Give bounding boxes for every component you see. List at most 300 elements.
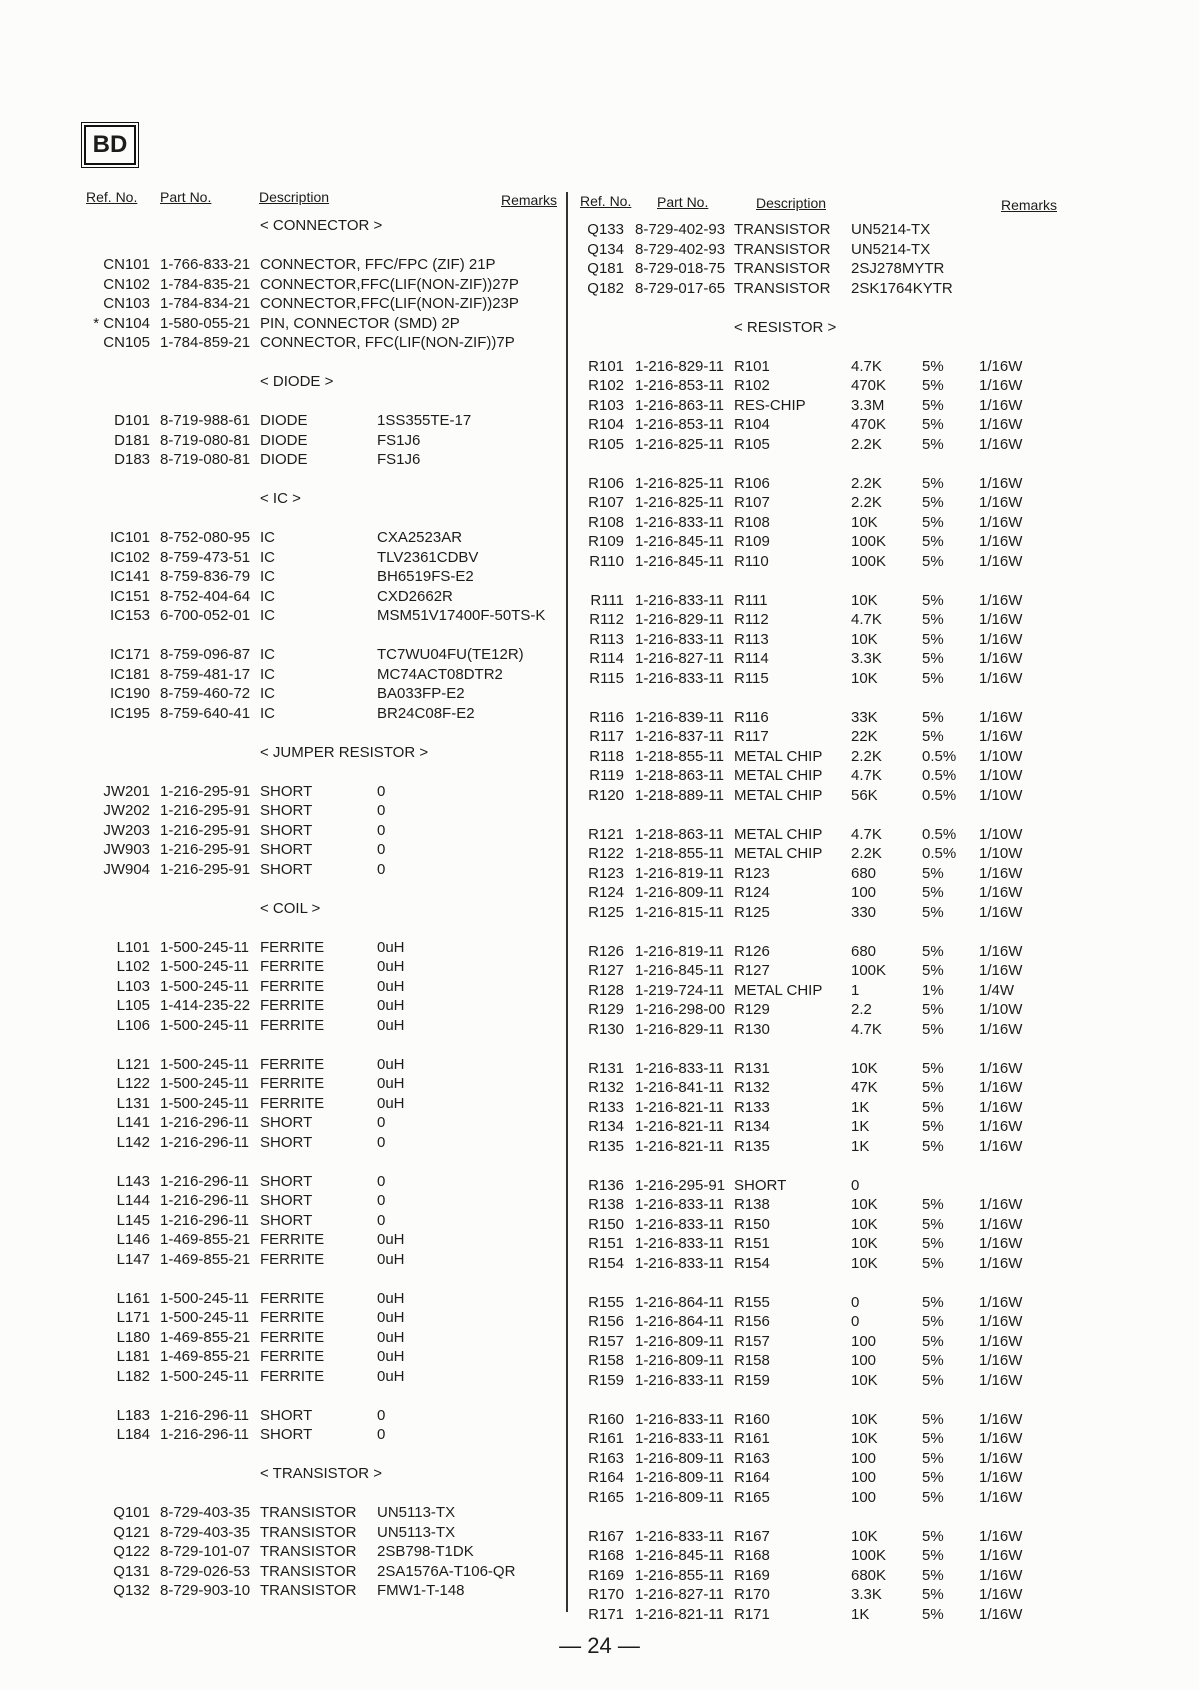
description: IC	[260, 568, 275, 585]
value: 1K	[851, 1098, 870, 1116]
part-row	[577, 552, 1039, 572]
description: R101	[734, 357, 770, 375]
part-no: 1-216-809-11	[635, 1449, 724, 1467]
ref-no: R127	[588, 962, 624, 979]
power: 1/16W	[979, 1527, 1023, 1545]
ref-no: R157	[588, 1332, 624, 1350]
ref-no: D101	[114, 412, 150, 429]
tolerance: 5%	[922, 1488, 944, 1506]
header-ref-left: Ref. No.	[86, 189, 138, 205]
power: 1/16W	[979, 630, 1023, 648]
power: 1/16W	[979, 1196, 1023, 1213]
value: 1	[851, 981, 860, 999]
part-row	[577, 1546, 1039, 1566]
power	[979, 279, 1039, 299]
ref-no: JW904	[103, 860, 150, 878]
description: FERRITE	[260, 1016, 325, 1034]
description: R108	[734, 513, 770, 531]
part-no: 1-216-296-11	[160, 1172, 249, 1190]
description: R133	[734, 1098, 770, 1116]
part-no: 1-216-295-91	[160, 821, 251, 839]
power: 1/16W	[979, 1449, 1023, 1467]
description: R135	[734, 1137, 770, 1155]
power: 1/16W	[979, 708, 1023, 726]
part-row	[85, 606, 546, 626]
part-no: 1-216-845-11	[635, 1547, 724, 1564]
part-no: 1-216-864-11	[635, 1293, 724, 1311]
part-no: 8-759-640-41	[160, 704, 251, 722]
part-no: 6-700-052-01	[160, 607, 251, 624]
power: 1/16W	[979, 396, 1023, 414]
description: IC	[260, 607, 275, 624]
ref-no: R154	[588, 1254, 624, 1272]
description: CONNECTOR, FFC(LIF(NON-ZIF))7P	[260, 334, 515, 351]
value: 0uH	[377, 1348, 405, 1365]
description: DIODE	[260, 451, 308, 468]
part-no: 1-216-809-11	[635, 1488, 724, 1506]
description: RES-CHIP	[734, 396, 806, 414]
description: R123	[734, 864, 770, 882]
part-row	[85, 1230, 517, 1250]
power: 1/16W	[979, 884, 1023, 901]
tolerance: 5%	[922, 1137, 944, 1155]
parts-list-right	[577, 220, 1039, 1624]
tolerance: 5%	[922, 1352, 944, 1369]
part-no: 1-500-245-11	[160, 1367, 249, 1385]
part-row	[577, 1195, 1039, 1215]
part-no: 1-469-855-21	[160, 1250, 251, 1268]
value: 0	[851, 1293, 860, 1311]
ref-no: L142	[116, 1133, 150, 1151]
part-row	[577, 1351, 1039, 1371]
part-no: 1-216-829-11	[635, 611, 724, 628]
part-no: 8-729-101-07	[160, 1543, 251, 1560]
part-row	[577, 415, 1039, 435]
value: 0	[377, 802, 386, 819]
ref-no: R102	[588, 377, 624, 394]
value: 0uH	[377, 1309, 405, 1326]
part-no: 8-719-988-61	[160, 412, 251, 429]
ref-no: Q121	[113, 1523, 150, 1541]
part-no: 1-216-833-11	[635, 1254, 724, 1272]
part-row	[577, 727, 1039, 747]
description: R160	[734, 1410, 770, 1428]
tolerance: 0.5%	[922, 767, 957, 784]
spacer	[85, 1445, 517, 1465]
tolerance: 5%	[922, 1293, 944, 1311]
ref-no: Q134	[587, 240, 624, 258]
power: 1/16W	[979, 1079, 1023, 1096]
tolerance: 5%	[922, 708, 944, 726]
part-row	[577, 747, 1039, 767]
section-heading: < JUMPER RESISTOR >	[260, 743, 429, 761]
part-no: 1-216-819-11	[635, 864, 724, 882]
value: 330	[851, 903, 877, 921]
spacer	[85, 762, 517, 782]
ref-no: R165	[588, 1488, 624, 1506]
value: 3.3K	[851, 650, 882, 667]
spacer	[85, 723, 517, 743]
value: 4.7K	[851, 357, 882, 375]
ref-no: R159	[588, 1371, 624, 1389]
description: FERRITE	[260, 1094, 325, 1112]
part-row	[85, 294, 517, 314]
ref-no: CN102	[103, 275, 150, 293]
part-no: 1-216-295-91	[635, 1176, 726, 1194]
value: 10K	[851, 669, 878, 687]
ref-no: R164	[588, 1469, 624, 1486]
power: 1/16W	[979, 728, 1023, 745]
ref-no: R131	[588, 1059, 624, 1077]
page-number: — 24 —	[559, 1633, 640, 1658]
description: METAL CHIP	[734, 825, 823, 843]
description: R129	[734, 1001, 770, 1018]
part-row	[577, 1410, 1039, 1430]
part-row	[577, 279, 1039, 299]
part-no: 8-729-403-35	[160, 1504, 251, 1521]
part-row	[85, 411, 517, 431]
spacer	[85, 392, 517, 412]
value: 0uH	[377, 1055, 405, 1073]
value: 100K	[851, 1547, 887, 1564]
ref-no: R161	[588, 1430, 624, 1447]
power: 1/10W	[979, 1001, 1023, 1018]
ref-no: IC195	[109, 704, 150, 722]
power: 1/16W	[979, 1118, 1023, 1135]
part-row	[577, 786, 1039, 806]
description: FERRITE	[260, 1309, 325, 1326]
part-row	[85, 431, 517, 451]
description: TRANSISTOR	[260, 1504, 357, 1521]
part-no: 1-216-833-11	[635, 669, 724, 687]
value: 4.7K	[851, 611, 882, 628]
part-no: 1-216-833-11	[635, 1430, 724, 1447]
part-no: 1-469-855-21	[160, 1328, 251, 1346]
value: 2.2K	[851, 747, 882, 765]
ref-no: R106	[588, 474, 624, 492]
ref-no: Q181	[587, 260, 624, 277]
power: 1/10W	[979, 845, 1023, 862]
part-no: 1-784-835-21	[160, 275, 251, 293]
part-no: 8-729-402-93	[635, 240, 726, 258]
spacer	[85, 1152, 517, 1172]
part-no: 1-766-833-21	[160, 256, 251, 273]
description: R134	[734, 1118, 770, 1135]
ref-no: R125	[588, 903, 624, 921]
power: 1/10W	[979, 825, 1023, 843]
tolerance: 5%	[922, 903, 944, 921]
tolerance: 5%	[922, 1079, 944, 1096]
part-no: 8-759-836-79	[160, 568, 251, 585]
ref-no: R124	[588, 884, 624, 901]
ref-no: R138	[588, 1196, 624, 1213]
power: 1/16W	[979, 1586, 1023, 1603]
power: 1/16W	[979, 962, 1023, 979]
value: 470K	[851, 416, 887, 433]
value: 2SK1764KYTR	[851, 279, 953, 297]
tolerance: 5%	[922, 884, 944, 901]
value: 3.3M	[851, 396, 885, 414]
value: 1K	[851, 1605, 870, 1623]
part-row	[577, 240, 1039, 260]
value: 100	[851, 1449, 877, 1467]
ref-no: Q133	[587, 221, 624, 238]
ref-no: R114	[589, 650, 624, 667]
ref-no: L147	[116, 1250, 150, 1268]
part-row	[577, 844, 1039, 864]
value: 10K	[851, 1527, 878, 1545]
part-row	[85, 645, 524, 665]
tolerance: 5%	[922, 1605, 944, 1623]
spacer	[85, 626, 517, 646]
description: R115	[734, 669, 769, 687]
value: 4.7K	[851, 825, 882, 843]
value: 0uH	[377, 1016, 405, 1034]
ref-no: JW203	[103, 821, 150, 839]
spacer	[85, 1269, 517, 1289]
part-no: 1-216-833-11	[635, 1235, 724, 1252]
value: 0uH	[377, 977, 405, 995]
part-no: 1-216-829-11	[635, 357, 724, 375]
part-row	[577, 1468, 1039, 1488]
description: R130	[734, 1020, 770, 1038]
description: IC	[260, 704, 275, 722]
tolerance: 5%	[922, 1586, 944, 1603]
value: 10K	[851, 1430, 878, 1447]
value: 2.2	[851, 1001, 872, 1018]
description: R126	[734, 942, 770, 960]
part-no: 1-216-296-11	[160, 1133, 249, 1151]
spacer	[85, 1035, 517, 1055]
part-no: 1-500-245-11	[160, 938, 249, 956]
value: 0	[377, 1172, 386, 1190]
header-desc-left: Description	[259, 189, 330, 205]
value: 4.7K	[851, 1020, 882, 1038]
part-no: 1-500-245-11	[160, 977, 249, 995]
part-row	[577, 1488, 1039, 1508]
spacer	[577, 298, 1039, 318]
power	[979, 220, 1039, 240]
description: FERRITE	[260, 958, 325, 975]
description: TRANSISTOR	[260, 1543, 357, 1560]
value: 10K	[851, 1196, 878, 1213]
ref-no: R108	[588, 513, 624, 531]
spacer	[577, 571, 1039, 591]
part-row	[577, 1254, 1039, 1274]
power: 1/16W	[979, 1469, 1023, 1486]
value: 0	[377, 1211, 386, 1229]
part-row	[85, 665, 517, 685]
part-row	[577, 981, 1039, 1001]
value: 0uH	[377, 997, 405, 1014]
part-row	[577, 591, 1039, 611]
power: 1/16W	[979, 1410, 1023, 1428]
ref-no: IC153	[109, 607, 150, 624]
part-no: 1-216-839-11	[635, 708, 724, 726]
part-row	[577, 513, 1039, 533]
part-row	[577, 1215, 1039, 1235]
ref-no: JW903	[103, 841, 150, 858]
part-row	[85, 977, 517, 997]
part-no: 1-216-833-11	[635, 513, 724, 531]
description: CONNECTOR,FFC(LIF(NON-ZIF))23P	[260, 295, 519, 312]
tolerance: 5%	[922, 1547, 944, 1564]
ref-no: JW201	[103, 782, 150, 800]
section-heading: < CONNECTOR >	[260, 217, 383, 234]
part-row	[85, 314, 517, 334]
value: 0	[377, 841, 386, 858]
tolerance: 5%	[922, 1001, 944, 1018]
value: 100	[851, 1488, 877, 1506]
part-no: 1-500-245-11	[160, 1016, 249, 1034]
power: 1/4W	[979, 981, 1015, 999]
part-row	[577, 883, 1039, 903]
description: METAL CHIP	[734, 747, 823, 765]
part-row	[577, 474, 1039, 494]
spacer	[577, 922, 1039, 942]
part-row	[85, 1289, 517, 1309]
description: FERRITE	[260, 997, 325, 1014]
tolerance: 5%	[922, 1527, 944, 1545]
part-row	[85, 1074, 517, 1094]
part-row	[577, 942, 1039, 962]
power: 1/16W	[979, 591, 1023, 609]
ref-no: L182	[116, 1367, 150, 1385]
part-row	[577, 1176, 1039, 1196]
value: UN5214-TX	[851, 240, 931, 258]
ref-no: R135	[588, 1137, 624, 1155]
description: R158	[734, 1352, 770, 1369]
description: CONNECTOR, FFC/FPC (ZIF) 21P	[260, 256, 496, 273]
ref-no: R101	[588, 357, 624, 375]
value	[377, 333, 517, 353]
power: 1/16W	[979, 1352, 1023, 1369]
value: 0uH	[377, 1094, 405, 1112]
tolerance	[922, 1176, 979, 1196]
value: 56K	[851, 786, 878, 804]
ref-no: IC101	[109, 529, 150, 546]
power: 1/16W	[979, 1566, 1023, 1584]
header-part-right: Part No.	[657, 194, 709, 210]
description: R170	[734, 1586, 770, 1603]
tolerance: 1%	[922, 981, 944, 999]
value: 10K	[851, 630, 878, 648]
value: 0	[377, 1192, 386, 1209]
ref-no: R119	[589, 767, 624, 784]
part-row	[85, 1094, 517, 1114]
ref-no: R128	[588, 981, 624, 999]
value: MSM51V17400F-50TS-K	[377, 607, 546, 624]
part-no: 1-216-829-11	[635, 1020, 724, 1038]
spacer	[85, 879, 517, 899]
ref-no: Q101	[113, 1504, 150, 1521]
ref-no: IC181	[109, 665, 150, 683]
value: 3.3K	[851, 1586, 882, 1603]
part-no: 1-219-724-11	[635, 981, 724, 999]
ref-no: R118	[589, 747, 624, 765]
description: IC	[260, 665, 275, 683]
spacer	[577, 337, 1039, 357]
power: 1/16W	[979, 1254, 1023, 1272]
description: R171	[734, 1605, 770, 1623]
value: 10K	[851, 1254, 878, 1272]
tolerance: 5%	[922, 416, 944, 433]
spacer	[85, 918, 517, 938]
part-row	[577, 708, 1039, 728]
ref-no: R113	[589, 630, 624, 648]
value: CXD2662R	[377, 587, 453, 605]
spacer	[577, 1156, 1039, 1176]
spacer	[85, 1484, 517, 1504]
description: TRANSISTOR	[734, 279, 831, 297]
value: 10K	[851, 1215, 878, 1233]
description: R164	[734, 1469, 770, 1486]
description: R107	[734, 494, 770, 511]
tolerance: 5%	[922, 611, 944, 628]
value	[377, 255, 517, 275]
power: 1/16W	[979, 1313, 1023, 1330]
part-row	[577, 669, 1039, 689]
value: CXA2523AR	[377, 529, 463, 546]
description: R138	[734, 1196, 770, 1213]
spacer	[85, 236, 517, 256]
tolerance: 5%	[922, 1196, 944, 1213]
ref-no: L181	[116, 1348, 150, 1365]
part-no: 1-500-245-11	[160, 1055, 249, 1073]
section-badge: BD	[84, 125, 136, 165]
spacer	[577, 1507, 1039, 1527]
part-row	[85, 1503, 517, 1523]
part-row	[85, 957, 517, 977]
description: R106	[734, 474, 770, 492]
value: UN5214-TX	[851, 221, 931, 238]
part-no: 1-216-825-11	[635, 474, 724, 492]
part-no: 1-216-296-11	[160, 1114, 249, 1131]
part-no: 8-759-460-72	[160, 685, 251, 702]
ref-no: CN101	[103, 256, 150, 273]
tolerance: 5%	[922, 1332, 944, 1350]
spacer	[85, 470, 517, 490]
description: R154	[734, 1254, 770, 1272]
tolerance: 5%	[922, 630, 944, 648]
description: METAL CHIP	[734, 786, 823, 804]
section-heading: < COIL >	[260, 899, 321, 917]
description: IC	[260, 685, 275, 702]
tolerance: 0.5%	[922, 747, 957, 765]
ref-no: R155	[588, 1293, 624, 1311]
ref-no: L106	[116, 1016, 150, 1034]
part-row	[577, 1605, 1039, 1625]
part-no: 1-218-863-11	[635, 825, 724, 843]
part-no: 1-500-245-11	[160, 1075, 249, 1092]
description: DIODE	[260, 431, 308, 449]
value: 10K	[851, 1059, 878, 1077]
ref-no: CN103	[103, 295, 150, 312]
part-no: 8-729-903-10	[160, 1582, 251, 1599]
part-no: 1-216-833-11	[635, 1059, 724, 1077]
part-no: 1-216-815-11	[635, 903, 724, 921]
part-row	[85, 860, 517, 880]
power: 1/16W	[979, 377, 1023, 394]
part-row	[85, 1250, 517, 1270]
description: FERRITE	[260, 1289, 325, 1307]
value: 0	[377, 1114, 386, 1131]
ref-no: L131	[116, 1094, 150, 1112]
part-row	[577, 864, 1039, 884]
value: BA033FP-E2	[377, 685, 465, 702]
description: FERRITE	[260, 1055, 325, 1073]
ref-no: R156	[588, 1313, 624, 1330]
